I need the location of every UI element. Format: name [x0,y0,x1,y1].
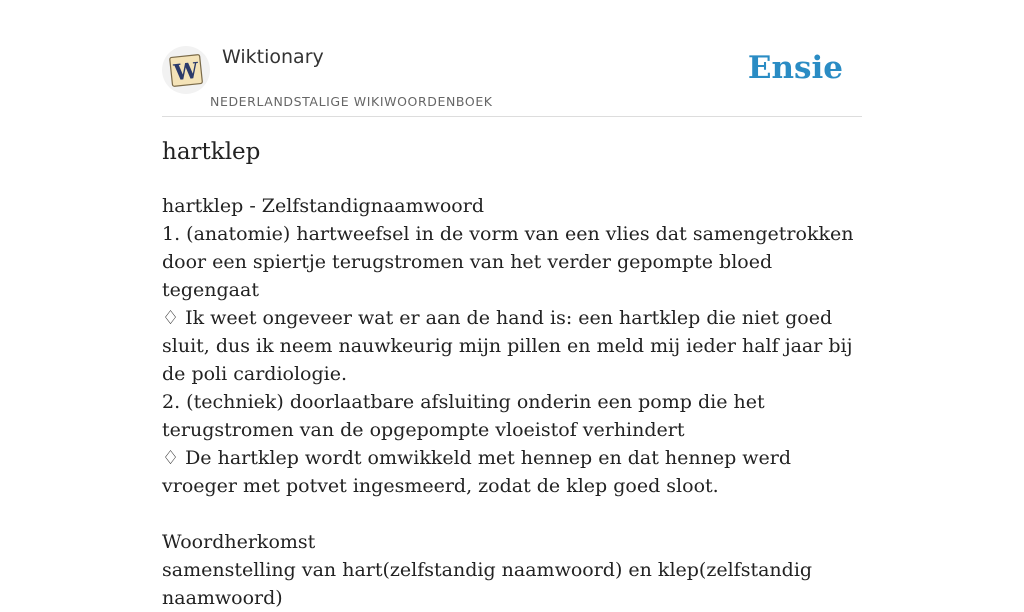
site-header [162,0,862,117]
wiktionary-tile-icon [168,52,204,88]
example-1: ♢ Ik weet ongeveer wat er aan de hand is: een hartklep die niet goed sluit, dus ik neem nauwkeurig mijn pillen en meld mij ieder half jaar bij de poli cardiologie. [162,307,853,385]
entry-content [162,192,862,612]
site-subtitle: NEDERLANDSTALIGE WIKIWOORDENBOEK [210,94,493,109]
example-2: ♢ De hartklep wordt omwikkeld met hennep en dat hennep werd vroeger met potvet ingesmeerd, zodat de klep goed sloot. [162,447,792,497]
ensie-brand-link[interactable]: Ensie [747,50,843,86]
spacer [162,500,862,528]
entry-headword-line: hartklep - Zelfstandignaamwoord [162,195,484,217]
site-name[interactable]: Wiktionary [222,46,324,68]
page-title: hartklep [162,139,261,165]
page [162,0,862,609]
wiktionary-logo[interactable] [162,46,210,94]
definition-2: 2. (techniek) doorlaatbare afsluiting onderin een pomp die het terugstromen van de opgepompte vloeistof verhindert [162,391,765,441]
etymology-heading: Woordherkomst [162,531,316,553]
logo-letter: W [172,57,200,87]
definition-1: 1. (anatomie) hartweefsel in de vorm van een vlies dat samengetrokken door een spiertje terugstromen van het verder gepompte bloed tegengaat [162,223,854,301]
etymology-text: samenstelling van hart(zelfstandig naamwoord) en klep(zelfstandig naamwoord) [162,559,813,609]
